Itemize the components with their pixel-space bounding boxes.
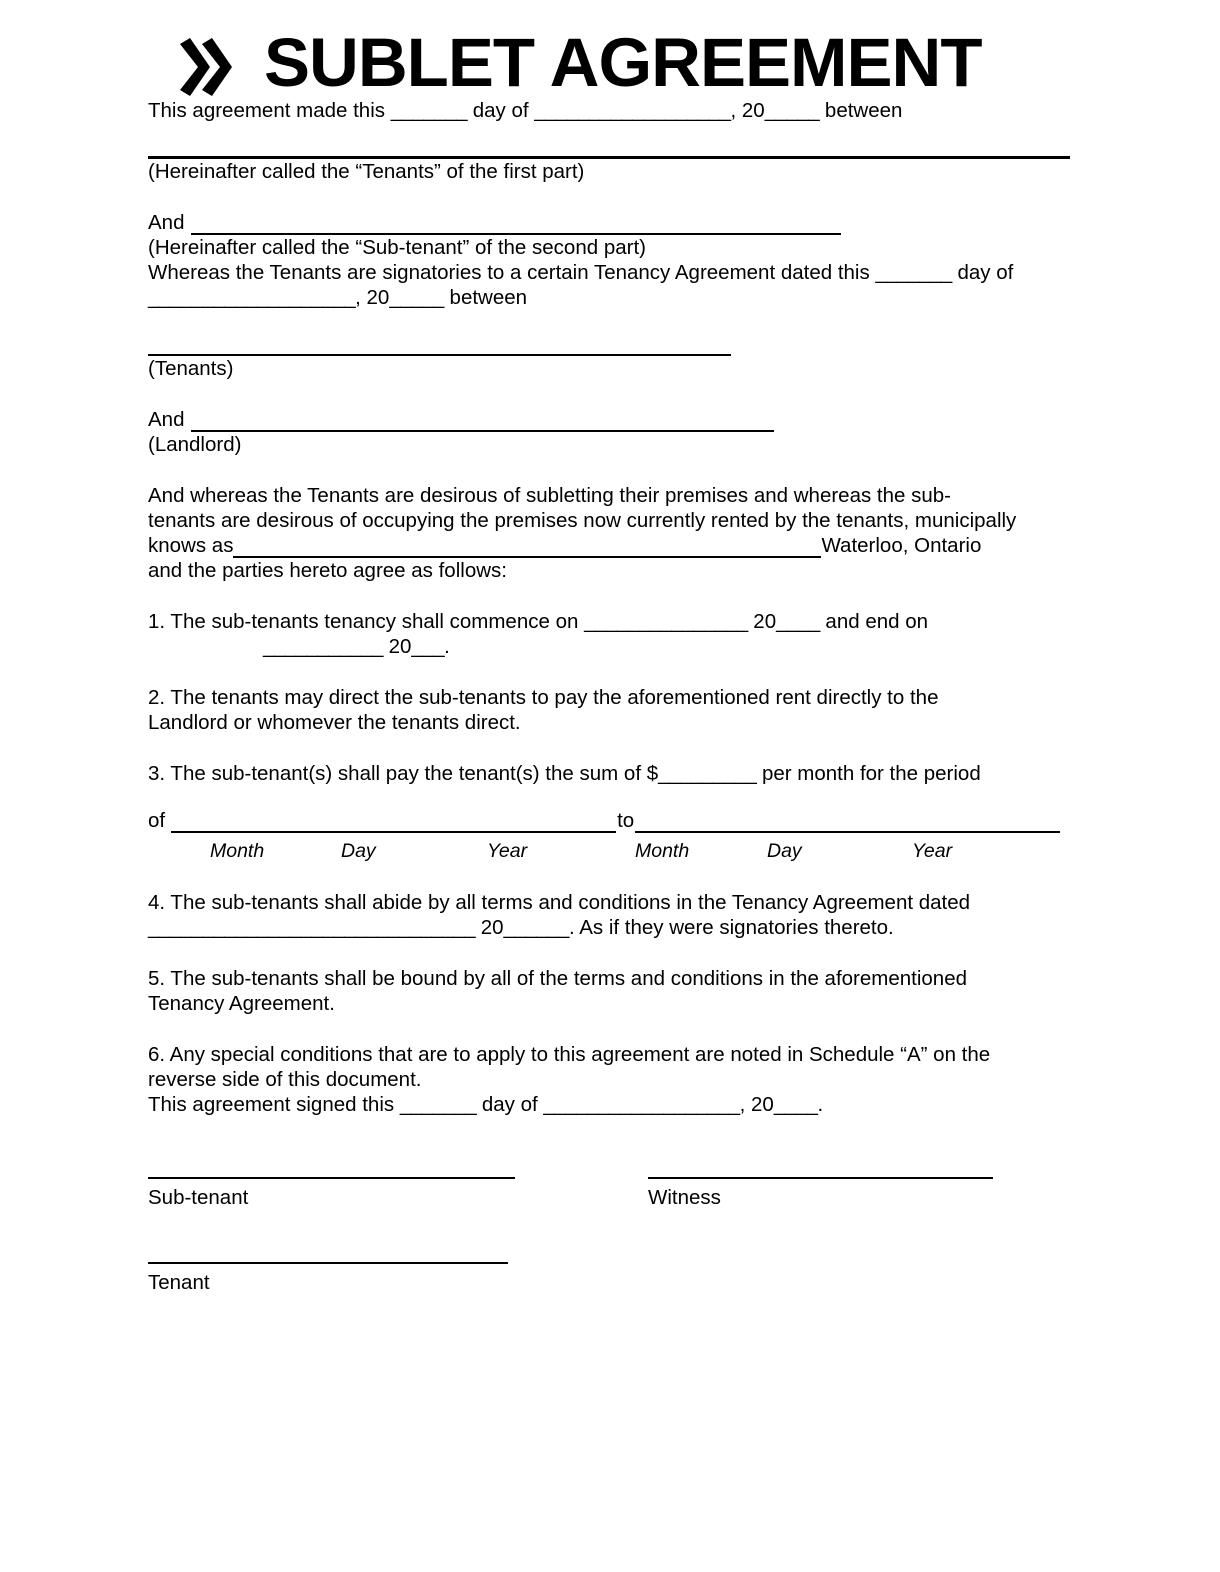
witness-signature-line[interactable] (648, 1177, 993, 1179)
tenant-signature-block (148, 1262, 508, 1295)
clause-6-line-2: reverse side of this document. (148, 1068, 422, 1091)
clause-1-text-3: and end on (819, 610, 929, 633)
date-label-to-month: Month (635, 840, 690, 862)
clause-4-date-blank[interactable]: ______________________________ (148, 916, 476, 939)
signing-text-2: day of (476, 1093, 544, 1116)
clause-4-line-2 (148, 915, 1070, 940)
whereas-day-blank[interactable]: _______ (875, 261, 952, 284)
clause-3-text-2: per month for the period (756, 762, 981, 785)
whereas-line-2 (148, 285, 1070, 310)
clause-5-line-1: 5. The sub-tenants shall be bound by all of the terms and conditions in the aforementioned (148, 967, 968, 990)
clause-3 (148, 761, 1070, 864)
clause-2-line-2: Landlord or whomever the tenants direct. (148, 711, 521, 734)
clause-3-period-line (148, 808, 1070, 833)
second-party-line (148, 210, 1070, 235)
clause-4-text-1: 20 (475, 916, 504, 939)
agreement-year-blank[interactable]: _____ (764, 99, 820, 122)
whereas-text-4: between (443, 286, 528, 309)
recital-line-1: And whereas the Tenants are desirous of subletting their premises and whereas the sub- (148, 484, 952, 507)
subtenant-signature-label: Sub-tenant (148, 1186, 249, 1209)
subtenant-signature-line[interactable] (148, 1177, 515, 1179)
recital-paragraph (148, 483, 1070, 583)
clause-4-text-2: . As if they were signatories thereto. (568, 916, 894, 939)
whereas-year-blank[interactable]: _____ (389, 286, 444, 309)
signature-row-primary (148, 1177, 1070, 1210)
second-party-blank[interactable] (191, 214, 841, 235)
clause-3-date-labels (148, 839, 1070, 864)
tenants-signature-group (148, 336, 1070, 381)
tenant-signature-line[interactable] (148, 1262, 508, 1264)
clause-3-to-label: to (617, 809, 635, 832)
signing-day-blank[interactable]: _______ (399, 1093, 477, 1116)
signing-text-1: This agreement signed this (148, 1093, 400, 1116)
landlord-and-label: And (148, 408, 185, 431)
second-party-caption: (Hereinafter called the “Sub-tenant” of the second part) (148, 236, 646, 259)
signing-month-blank[interactable]: __________________ (543, 1093, 740, 1116)
witness-signature-block (648, 1177, 993, 1210)
date-label-from-day: Day (341, 840, 376, 862)
date-label-to-day: Day (767, 840, 802, 862)
clause-4 (148, 890, 1070, 940)
date-label-from-month: Month (210, 840, 265, 862)
first-party-caption: (Hereinafter called the “Tenants” of the first part) (148, 160, 585, 183)
clause-1-start-year-blank[interactable]: ____ (776, 610, 820, 633)
page-title: SUBLET AGREEMENT (264, 23, 982, 101)
tenants-blank[interactable] (148, 336, 731, 356)
agreement-date-text-1: This agreement made this (148, 99, 391, 122)
clause-1 (148, 609, 1070, 659)
signing-text-3: , 20 (739, 1093, 774, 1116)
clause-3-period-to-blank[interactable] (635, 811, 1060, 833)
clause-3-period-from-blank[interactable] (171, 811, 616, 833)
date-label-from-year: Year (487, 840, 528, 862)
witness-signature-label: Witness (648, 1186, 721, 1209)
clause-4-line-1: 4. The sub-tenants shall abide by all terms and conditions in the Tenancy Agreement dated (148, 891, 971, 914)
clause-1-text-2: 20 (747, 610, 777, 633)
landlord-blank[interactable] (191, 411, 774, 432)
agreement-date-line (148, 98, 1070, 123)
clause-6 (148, 1042, 1070, 1092)
signature-row-spacer (515, 1177, 648, 1210)
whereas-text-2: day of (951, 261, 1014, 284)
clause-1-line-2 (148, 634, 1070, 659)
signing-year-blank[interactable]: ____ (773, 1093, 818, 1116)
whereas-line-1 (148, 260, 1070, 285)
signing-text-4: . (817, 1093, 824, 1116)
agreement-date-text-2: day of (467, 99, 535, 122)
whereas-month-blank[interactable]: ___________________ (148, 286, 356, 309)
clause-1-text-1: 1. The sub-tenants tenancy shall commence on (148, 610, 585, 633)
landlord-line (148, 407, 1070, 432)
signature-row-secondary (148, 1262, 1070, 1295)
clause-3-text-1: 3. The sub-tenant(s) shall pay the tenant(s) the sum of $ (148, 762, 659, 785)
subtenant-signature-block (148, 1177, 515, 1210)
landlord-caption: (Landlord) (148, 433, 242, 456)
recital-knows-as-label: knows as (148, 534, 234, 557)
clause-3-of-label: of (148, 809, 166, 832)
whereas-text-1: Whereas the Tenants are signatories to a certain Tenancy Agreement dated this (148, 261, 876, 284)
clause-2 (148, 685, 1070, 735)
tenant-signature-label: Tenant (148, 1271, 210, 1294)
tenants-caption: (Tenants) (148, 357, 234, 380)
clause-3-line-1 (148, 761, 1070, 786)
clause-1-text-4: 20 (382, 635, 412, 658)
whereas-text-3: , 20 (355, 286, 390, 309)
premises-address-blank[interactable] (233, 538, 821, 558)
clause-1-line-1 (148, 609, 1070, 634)
recital-line-2: tenants are desirous of occupying the premises now currently rented by the tenants, municipally (148, 509, 1017, 532)
clause-6-line-1: 6. Any special conditions that are to apply to this agreement are noted in Schedule “A” on the (148, 1043, 991, 1066)
agreement-day-blank[interactable]: _______ (390, 99, 468, 122)
clause-2-line-1: 2. The tenants may direct the sub-tenants to pay the aforementioned rent directly to the (148, 686, 939, 709)
clause-4-year-blank[interactable]: ______ (503, 916, 569, 939)
recital-line-3 (148, 533, 1070, 558)
clause-1-start-date-blank[interactable]: _______________ (584, 610, 748, 633)
agreement-month-blank[interactable]: __________________ (534, 99, 731, 122)
document-body (148, 98, 1070, 1295)
document-header (0, 0, 1220, 101)
landlord-signature-group (148, 407, 1070, 457)
clause-5-line-2: Tenancy Agreement. (148, 992, 335, 1015)
clause-3-rent-amount-blank[interactable]: _________ (658, 762, 757, 785)
clause-5 (148, 966, 1070, 1016)
agreement-date-text-3: , 20 (730, 99, 765, 122)
clause-1-end-year-blank[interactable]: ___ (411, 635, 445, 658)
second-party-and-label: And (148, 211, 185, 234)
clause-1-end-date-blank[interactable]: ___________ (263, 635, 383, 658)
recital-city-province: Waterloo, Ontario (821, 534, 982, 557)
signing-date-line (148, 1092, 1070, 1117)
clause-1-text-5: . (444, 635, 450, 658)
date-label-to-year: Year (912, 840, 953, 862)
agreement-date-text-4: between (819, 99, 903, 122)
recital-line-4: and the parties hereto agree as follows: (148, 559, 507, 582)
double-chevron-right-icon (178, 36, 234, 98)
